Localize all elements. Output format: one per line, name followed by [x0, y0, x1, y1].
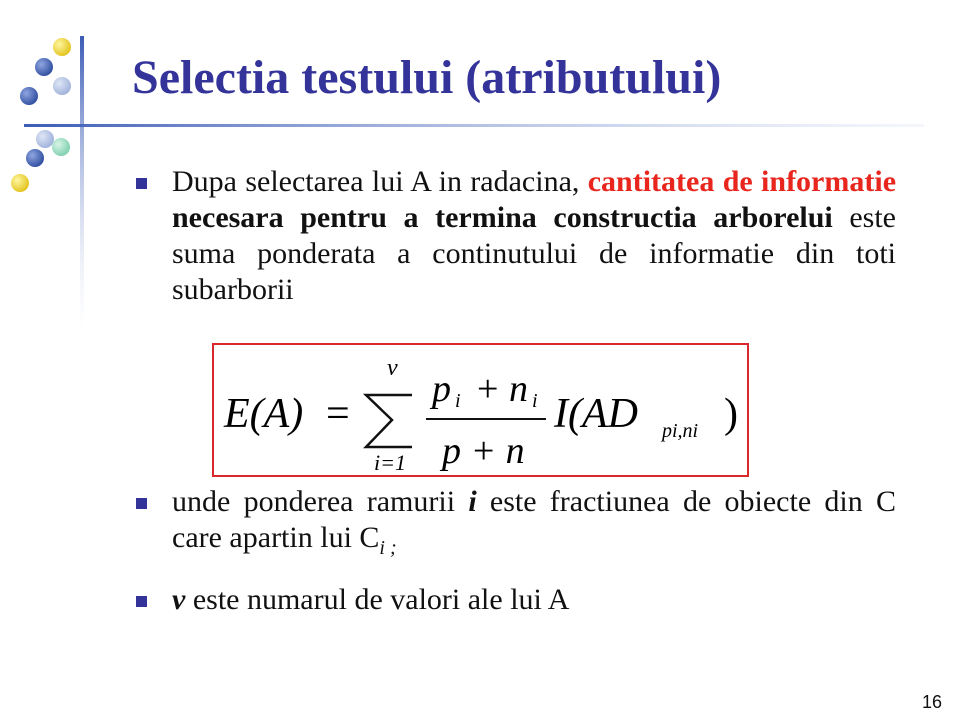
bullet-item: [136, 484, 896, 566]
info-subscript: pi,ni: [662, 420, 699, 442]
bold-text: necesara pentru a termina constructia arborelui: [172, 201, 833, 234]
bullet-square-icon: [136, 596, 147, 607]
bullet-item: [136, 582, 896, 618]
italic-variable: i: [468, 485, 477, 518]
bullet-text: Dupa selectarea lui A in radacina,: [172, 165, 588, 198]
slide-title: Selectia testului (atributului): [132, 51, 722, 104]
numerator-plus: +: [477, 368, 499, 410]
numerator-n: n: [509, 368, 528, 410]
decorative-dots-icon: [11, 38, 71, 192]
horizontal-accent-line: [24, 124, 924, 127]
formula-lhs: E(A): [224, 391, 304, 437]
bullet-text: este suma ponderata a continutului de informatie din toti subarborii: [172, 201, 897, 306]
closing-paren: ): [724, 391, 738, 437]
italic-variable: v: [172, 583, 186, 616]
page-number: 16: [921, 692, 942, 712]
numerator-sub: i: [532, 390, 538, 412]
bullet-text: unde ponderea ramurii: [172, 485, 469, 518]
numerator-sub: i: [455, 390, 461, 412]
denominator: p + n: [442, 430, 525, 472]
bullet-text: este fractiunea de obiecte din C care apartin lui C: [172, 485, 896, 554]
sum-upper-limit: v: [387, 355, 398, 381]
formula-equals: =: [326, 391, 350, 437]
bullet-square-icon: [136, 498, 147, 509]
sum-lower-limit: i=1: [374, 450, 406, 475]
summation-icon: [366, 395, 412, 447]
subscript-text: i ;: [379, 537, 397, 559]
bullet-square-icon: [136, 178, 147, 189]
entropy-formula: [214, 345, 747, 475]
highlight-text: cantitatea de informatie: [587, 165, 897, 198]
numerator-p: p: [432, 368, 451, 410]
vertical-accent-line: [80, 36, 84, 336]
formula-box: [212, 343, 749, 477]
bullet-text: este numarul de valori ale lui A: [185, 583, 570, 616]
info-function: I(AD: [554, 391, 638, 437]
bullet-item: [136, 164, 896, 308]
